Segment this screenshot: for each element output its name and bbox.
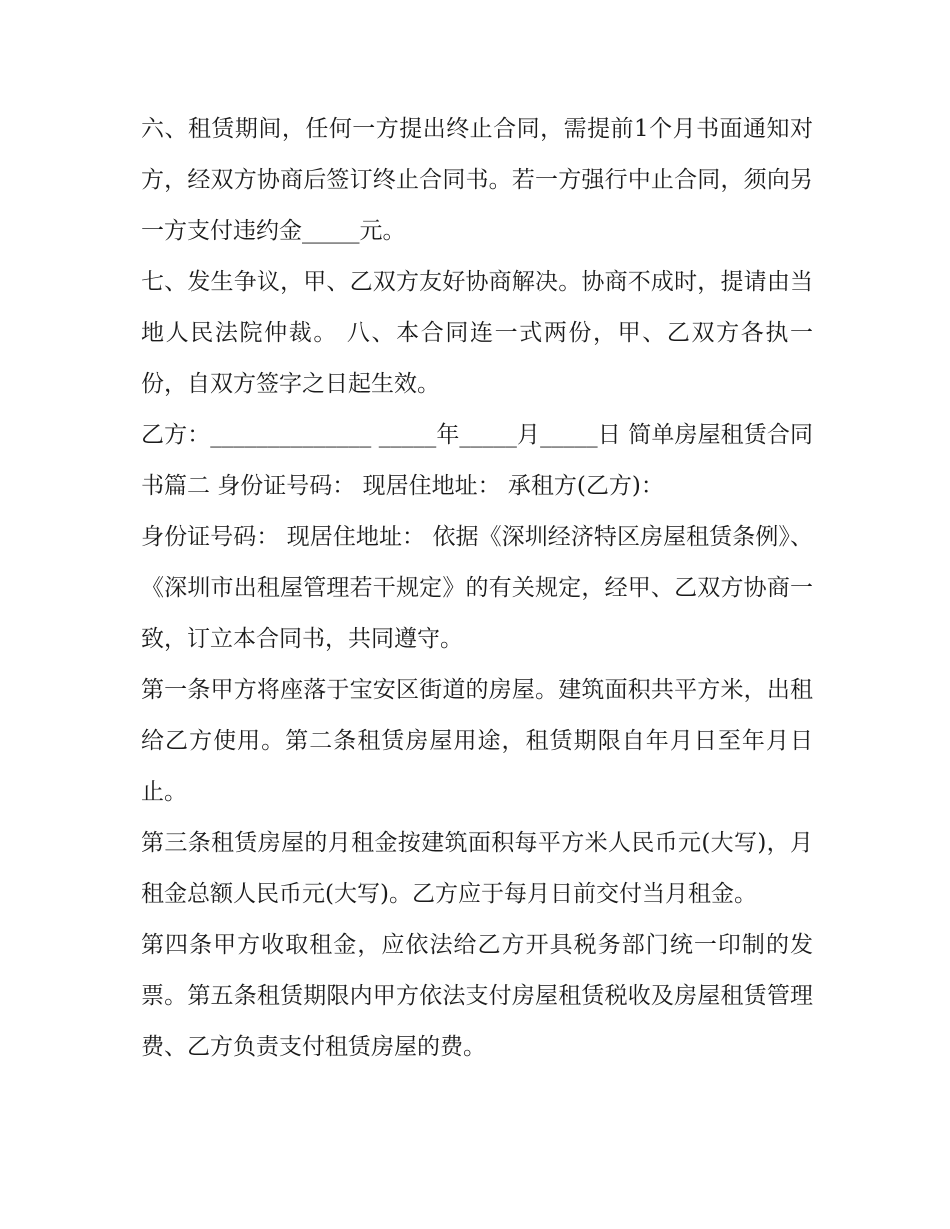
paragraph-dispute-clause: 七、发生争议，甲、乙双方友好协商解决。协商不成时，提请由当地人民法院仲裁。 八、本合同连一式两份，甲、乙双方各执一份，自双方签字之日起生效。 bbox=[141, 269, 813, 397]
paragraph-preamble: 身份证号码： 现居住地址： 依据《深圳经济特区房屋租赁条例》、《深圳市出租屋管理若干规定》的有关规定，经甲、乙双方协商一致，订立本合同书，共同遵守。 bbox=[141, 524, 813, 652]
paragraph-termination-clause: 六、租赁期间，任何一方提出终止合同，需提前1个月书面通知对方，经双方协商后签订终止合同书。若一方强行中止合同，须向另一方支付违约金_____元。 bbox=[141, 116, 813, 244]
document-body bbox=[141, 104, 813, 1073]
paragraph-article-4-5: 第四条甲方收取租金，应依法给乙方开具税务部门统一印制的发票。第五条租赁期限内甲方依法支付房屋租赁税收及房屋租赁管理费、乙方负责支付租赁房屋的费。 bbox=[141, 932, 813, 1060]
paragraph-signature-line: 乙方：______________ _____年_____月_____日 简单房屋租赁合同书篇二 身份证号码： 现居住地址： 承租方(乙方)： bbox=[141, 422, 813, 499]
paragraph-article-1-2: 第一条甲方将座落于宝安区街道的房屋。建筑面积共平方米，出租给乙方使用。第二条租赁房屋用途，租赁期限自年月日至年月日止。 bbox=[141, 677, 813, 805]
paragraph-article-3: 第三条租赁房屋的月租金按建筑面积每平方米人民币元(大写)，月租金总额人民币元(大写)。乙方应于每月日前交付当月租金。 bbox=[141, 830, 813, 907]
